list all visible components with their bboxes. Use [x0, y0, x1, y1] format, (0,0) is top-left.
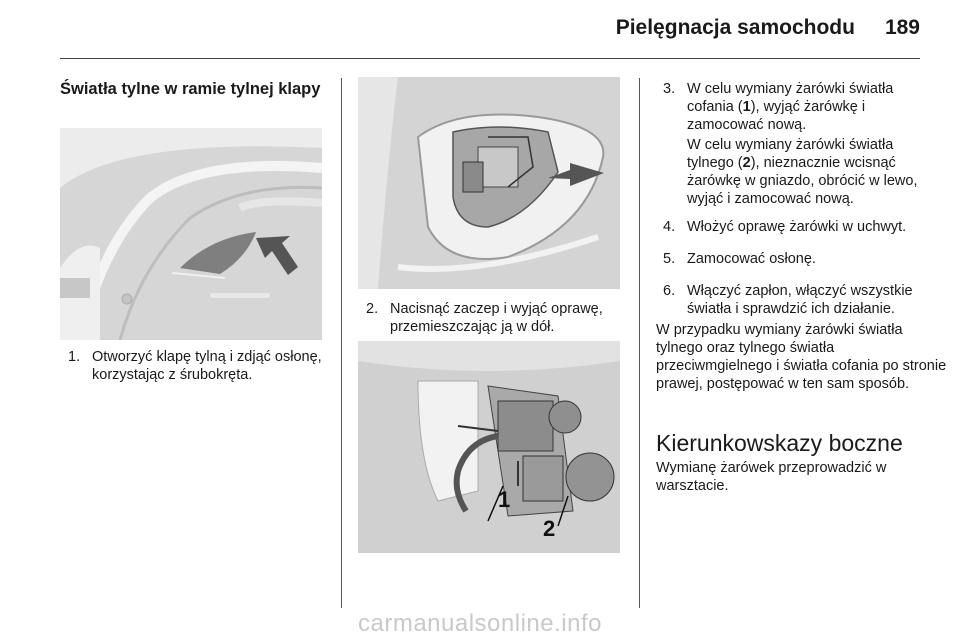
figure-label-1: 1 [498, 487, 511, 512]
figure-tailgate [60, 128, 322, 340]
step-6: 6. Włączyć zapłon, włączyć wszystkie światła i sprawdzić ich działanie. [663, 283, 913, 317]
column-divider-1 [341, 78, 342, 608]
header-title: Pielęgnacja samochodu [615, 16, 855, 39]
header-rule [60, 58, 920, 59]
step-4: 4. Włożyć oprawę żarówki w uchwyt. [663, 219, 907, 235]
section-title: Światła tylne w ramie tylnej klapy [60, 80, 321, 98]
note-paragraph: W przypadku wymiany żarówki światła tylnego oraz tylnego światła przeciwmgielnego i światła cofania po stronie prawej, postępować w ten sam sposób. [656, 322, 947, 392]
section2-title: Kierunkowskazy boczne [656, 430, 903, 456]
page-header [616, 16, 920, 40]
page-number: 189 [884, 16, 920, 39]
step-3: 3. W celu wymiany żarówki światła cofania (1), wyjąć żarówkę i zamocować nową. [663, 81, 894, 133]
watermark: carmanualsonline.info [358, 610, 602, 637]
step-2: 2. Nacisnąć zaczep i wyjąć oprawę, przemieszczając ją w dół. [366, 301, 603, 335]
figure-label-2: 2 [543, 516, 556, 541]
step-3-continued: W celu wymiany żarówki światła tylnego (2), nieznacznie wcisnąć żarówkę w gniazdo, obrócić w lewo, wyjąć i zamocować nową. [687, 137, 918, 207]
step-1: 1. Otworzyć klapę tylną i zdjąć osłonę, korzystając z śrubokręta. [68, 349, 322, 383]
step-5: 5. Zamocować osłonę. [663, 251, 816, 267]
figure-lamp-housing [358, 77, 620, 289]
figure-bulb-holder [358, 341, 620, 553]
section2-text: Wymianę żarówek przeprowadzić w warsztacie. [656, 460, 887, 494]
column-divider-2 [639, 78, 640, 608]
